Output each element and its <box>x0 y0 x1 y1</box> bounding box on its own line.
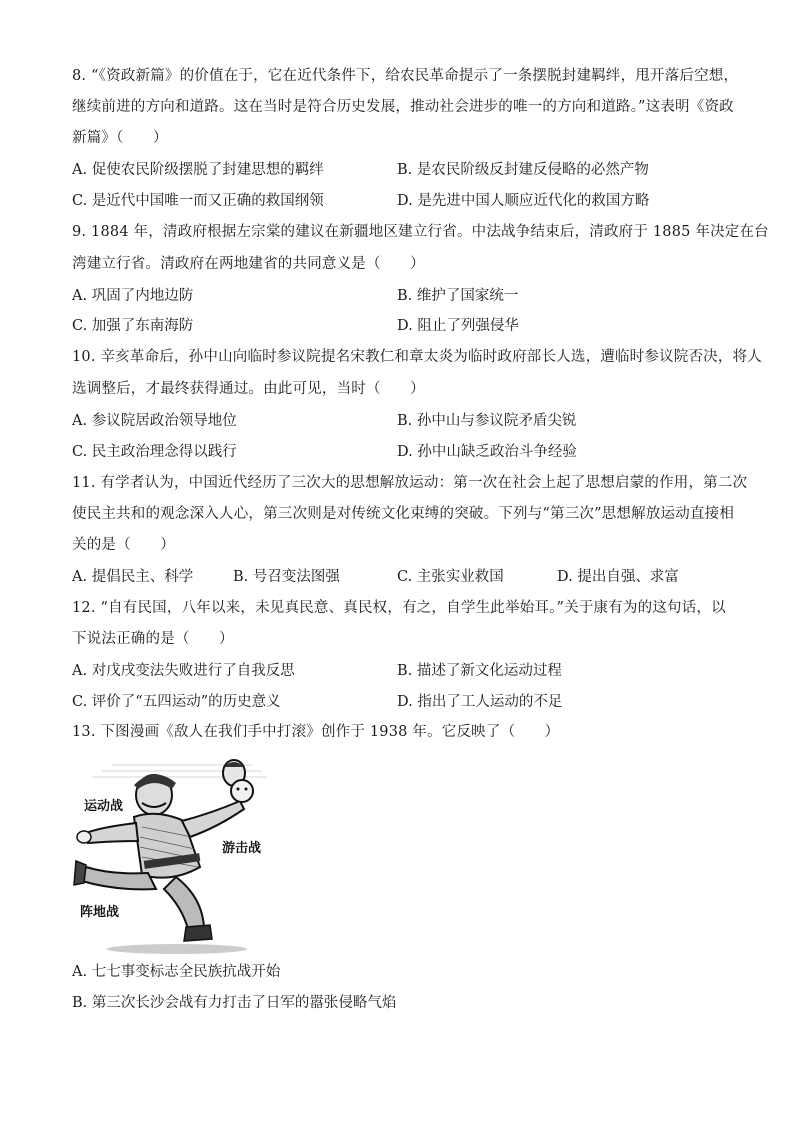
label-mobile-warfare: 运动战 <box>84 799 124 814</box>
q11-stem-line-1: 11. 有学者认为，中国近代经历了三次大的思想解放运动：第一次在社会上起了思想启蒙的作用，第二次 <box>72 475 748 491</box>
q8-stem-line-3: 新篇》（ ） <box>72 130 168 146</box>
q8-option-b: B. 是农民阶级反封建反侵略的必然产物 <box>397 162 649 178</box>
q11-option-a: A. 提倡民主、科学 <box>72 569 194 585</box>
q11-stem-line-2: 使民主共和的观念深入人心，第三次则是对传统文化束缚的突破。下列与“第三次”思想解放运动直接相 <box>72 506 735 522</box>
q9-option-a: A. 巩固了内地边防 <box>72 288 194 304</box>
q11-stem-line-3: 关的是（ ） <box>72 537 175 553</box>
q12-option-c: C. 评价了“五四运动”的历史意义 <box>72 694 281 710</box>
q13-option-b: B. 第三次长沙会战有力打击了日军的嚣张侵略气焰 <box>72 995 397 1011</box>
q11-option-d: D. 提出自强、求富 <box>557 569 679 585</box>
q10-option-c: C. 民主政治理念得以践行 <box>72 444 237 460</box>
q12-option-b: B. 描述了新文化运动过程 <box>397 663 562 679</box>
q9-option-d: D. 阻止了列强侵华 <box>397 318 519 334</box>
q12-option-d: D. 指出了工人运动的不足 <box>397 694 563 710</box>
q8-stem-line-2: 继续前进的方向和道路。这在当时是符合历史发展，推动社会进步的唯一的方向和道路。”这表明《资政 <box>72 99 734 115</box>
q8-option-d: D. 是先进中国人顺应近代化的救国方略 <box>397 193 650 209</box>
cartoon-figure <box>72 757 282 957</box>
q8-option-c: C. 是近代中国唯一而又正确的救国纲领 <box>72 193 324 209</box>
q8-stem-line-1: 8. “《资政新篇》的价值在于，它在近代条件下，给农民革命提示了一条摆脱封建羁绊，甩开落后空想， <box>72 68 739 84</box>
label-guerrilla-warfare: 游击战 <box>222 841 262 856</box>
q9-stem-line-2: 湾建立行省。清政府在两地建省的共同意义是（ ） <box>72 256 425 272</box>
q12-option-a: A. 对戊戌变法失败进行了自我反思 <box>72 663 295 679</box>
q11-option-c: C. 主张实业救国 <box>397 569 504 585</box>
q8-option-a: A. 促使农民阶级摆脱了封建思想的羁绊 <box>72 162 324 178</box>
cartoon-soldier-drawing <box>72 757 282 957</box>
q9-option-c: C. 加强了东南海防 <box>72 318 194 334</box>
q10-stem-line-1: 10. 辛亥革命后，孙中山向临时参议院提名宋教仁和章太炎为临时政府部长人选，遭临时参议院否决，将人 <box>72 349 762 365</box>
q12-stem-line-2: 下说法正确的是（ ） <box>72 631 234 647</box>
q12-stem-line-1: 12. “自有民国，八年以来，未见真民意、真民权，有之，自学生此举始耳。”关于康有为的这句话，以 <box>72 600 726 616</box>
q10-option-d: D. 孙中山缺乏政治斗争经验 <box>397 444 577 460</box>
q13-stem: 13. 下图漫画《敌人在我们手中打滚》创作于 1938 年。它反映了（ ） <box>72 724 560 740</box>
q10-option-b: B. 孙中山与参议院矛盾尖锐 <box>397 413 577 429</box>
q9-option-b: B. 维护了国家统一 <box>397 288 519 304</box>
label-positional-warfare: 阵地战 <box>80 905 120 920</box>
q13-option-a: A. 七七事变标志全民族抗战开始 <box>72 964 281 980</box>
q9-stem-line-1: 9. 1884 年，清政府根据左宗棠的建议在新疆地区建立行省。中法战争结束后，清政府于 1885 年决定在台 <box>72 224 769 240</box>
q10-stem-line-2: 选调整后，才最终获得通过。由此可见，当时（ ） <box>72 381 425 397</box>
q10-option-a: A. 参议院居政治领导地位 <box>72 413 237 429</box>
q11-option-b: B. 号召变法图强 <box>233 569 340 585</box>
